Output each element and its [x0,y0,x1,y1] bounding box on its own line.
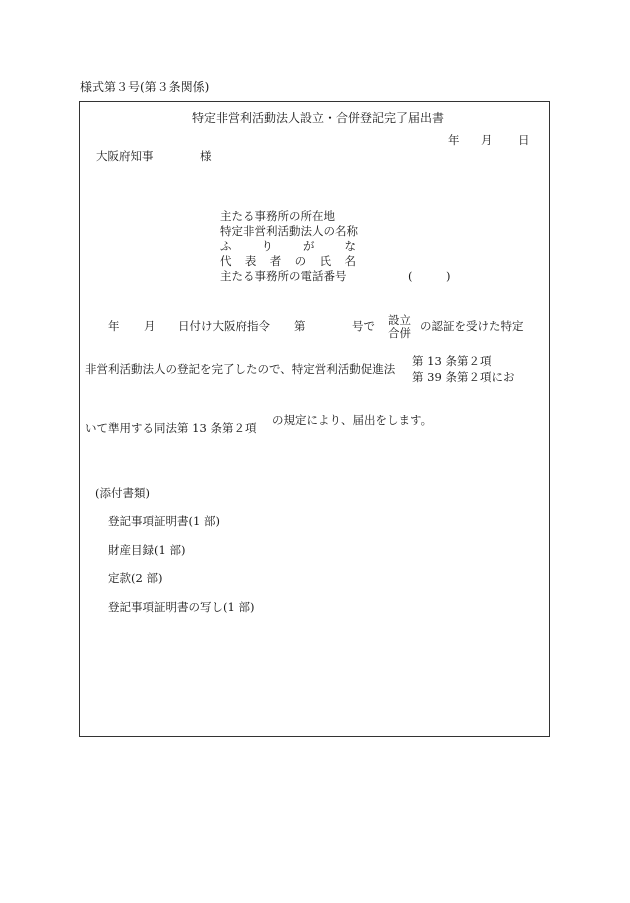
representative-char: の [294,254,307,268]
phone-label: 主たる事務所の電話番号 [220,269,347,283]
body-line3-text: いて準用する同法第 13 条第２項 [85,421,257,435]
article-13-option: 第 13 条第２項 [412,354,492,368]
date-month-label: 月 [481,133,493,147]
furigana-label [220,241,356,253]
phone-paren-close: ) [446,269,451,283]
representative-char: 者 [269,254,282,268]
attachments-heading: (添付書類) [95,486,150,500]
addressee-honorific: 様 [200,149,212,163]
furigana-char: が [303,239,315,253]
form-number: 様式第３号(第３条関係) [80,80,210,94]
office-location-label: 主たる事務所の所在地 [220,209,335,223]
corporation-name-label: 特定非営利活動法人の名称 [220,224,358,238]
attachment-item: 登記事項証明書の写し(1 部) [108,600,255,614]
representative-char: 氏 [319,254,332,268]
addressee-name: 大阪府知事 [96,149,154,163]
representative-char: 名 [344,254,356,268]
body-line1-date-order: 日付け大阪府指令 [178,319,270,333]
attachment-item: 登記事項証明書(1 部) [108,514,220,528]
form-title: 特定非営利活動法人設立・合併登記完了届出書 [192,111,445,125]
furigana-char: り [261,239,273,253]
article-39-option: 第 39 条第２項にお [412,370,515,384]
body-line2-text: 非営利活動法人の登記を完了したので、特定営利活動促進法 [85,362,396,376]
body-line1-go: 号で [352,319,375,333]
option-establish: 設立 [388,313,411,327]
attachment-item: 定款(2 部) [108,571,163,585]
attachment-item: 財産目録(1 部) [108,543,186,557]
representative-char: 代 [220,254,232,268]
representative-label [220,256,356,268]
date-day-label: 日 [518,133,530,147]
representative-char: 表 [244,254,257,268]
date-year-label: 年 [448,133,460,147]
furigana-char: ふ [220,239,232,253]
body-line1-tail: の認証を受けた特定 [420,319,524,333]
furigana-char: な [344,239,356,253]
body-line1-month: 月 [144,319,156,333]
body-line1-dai: 第 [294,319,306,333]
option-merge: 合併 [388,326,411,340]
phone-paren-open: ( [408,269,413,283]
establish-merge-options [388,314,411,340]
body-line1-year: 年 [108,319,120,333]
body-line3-tail: の規定により、届出をします。 [272,413,433,427]
